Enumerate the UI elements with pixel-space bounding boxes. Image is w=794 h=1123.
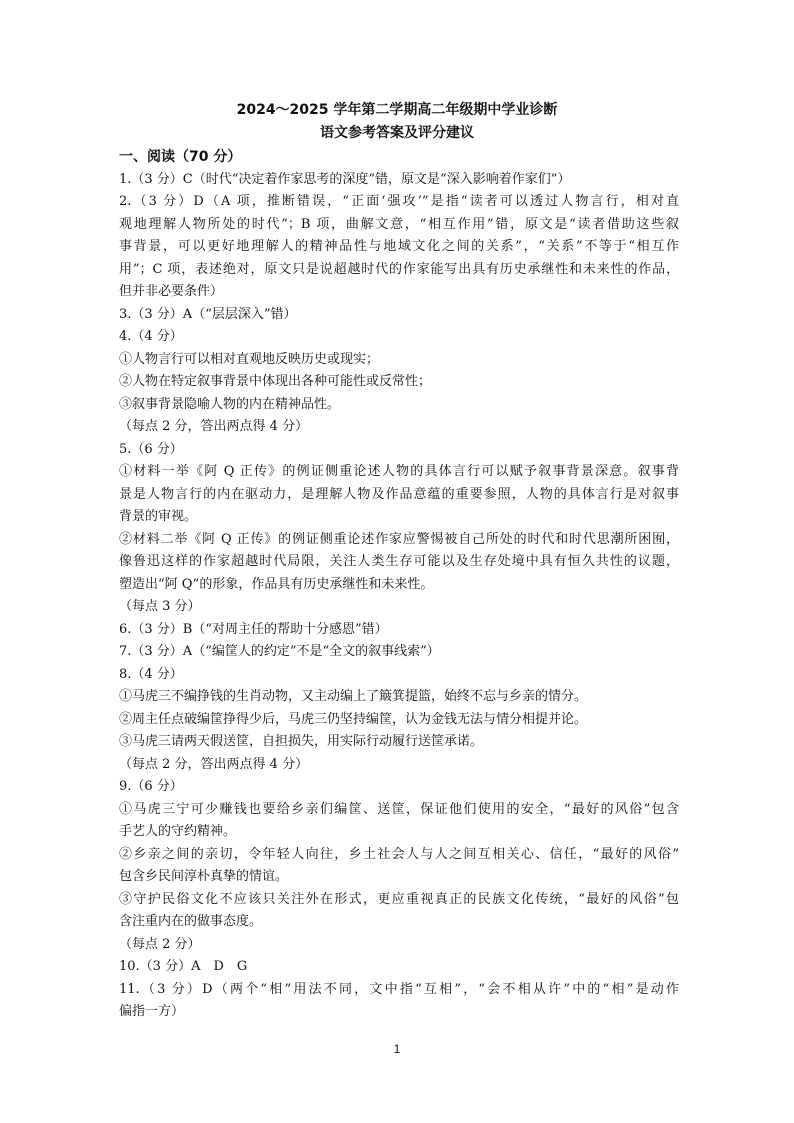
answer-line: 1.（3 分）C（时代“决定着作家思考的深度”错，原文是“深入影响着作家们”） xyxy=(119,171,571,187)
answer-line: 像鲁迅这样的作家超越时代局限，关注人类生存可能以及生存处境中具有恒久共性的议题， xyxy=(119,554,679,569)
answer-line: 4.（4 分） xyxy=(119,329,183,344)
answer-line: 手艺人的守约精神。 xyxy=(119,824,237,839)
answer-line: ③守护民俗文化不应该只关注外在形式，更应重视真正的民族文化传统，“最好的风俗”包 xyxy=(119,891,679,907)
answer-line: 2.（3 分）D（A 项，推断错误，“正面‘强攻’”是指“读者可以透过人物言行，相对直 xyxy=(119,194,679,209)
document-title: 2024～2025 学年第二学期高二年级期中学业诊断 xyxy=(236,102,558,118)
section-heading: 一、阅读（70 分） xyxy=(119,149,242,165)
answer-line: （每点 2 分，答出两点得 4 分） xyxy=(119,419,309,434)
answer-line: 但并非必要条件） xyxy=(119,284,224,299)
answer-line: 3.（3 分）A（“层层深入”错） xyxy=(119,306,297,322)
answer-line: （每点 2 分） xyxy=(119,936,201,952)
answer-line: ②人物在特定叙事背景中体现出各种可能性或反常性； xyxy=(119,374,432,389)
answer-line: 含注重内在的做事态度。 xyxy=(119,914,263,929)
answer-line: 偏指一方） xyxy=(119,1004,185,1019)
answer-line: ③马虎三请两天假送筐，自担损失，用实际行动履行送筐承诺。 xyxy=(119,734,484,749)
answer-line: 包含乡民间淳朴真挚的情谊。 xyxy=(119,869,289,884)
answer-line: 6.（3 分）B（“对周主任的帮助十分感恩”错） xyxy=(119,621,388,637)
answer-line: ③叙事背景隐喻人物的内在精神品性。 xyxy=(119,396,341,412)
answer-line: ①马虎三宁可少赚钱也要给乡亲们编筐、送筐，保证他们使用的安全，“最好的风俗”包含 xyxy=(119,801,679,817)
answer-line: 8.（4 分） xyxy=(119,666,183,682)
answer-line: ②周主任点破编筐挣得少后，马虎三仍坚持编筐，认为金钱无法与情分相提并论。 xyxy=(119,711,588,727)
answer-line: ①马虎三不编挣钱的生肖动物，又主动编上了簸箕提篮，始终不忘与乡亲的情分。 xyxy=(119,689,588,704)
answer-line: ①人物言行可以相对直观地反映历史或现实； xyxy=(119,351,380,367)
answer-line: 背景的审视。 xyxy=(119,509,198,524)
page-number: 1 xyxy=(393,1042,401,1056)
answer-line: 5.（6 分） xyxy=(119,441,183,457)
answer-line: 景是人物言行的内在驱动力，是理解人物及作品意蕴的重要参照，人物的具体言行是对叙事 xyxy=(119,486,679,502)
answer-line: 10.（3 分）A D G xyxy=(119,959,248,974)
answer-line: （每点 2 分，答出两点得 4 分） xyxy=(119,756,309,772)
answer-line: ②材料二举《阿 Q 正传》的例证侧重论述作家应警惕被自己所处的时代和时代思潮所困囿， xyxy=(119,531,679,547)
answer-line: 用”；C 项，表述绝对，原文只是说超越时代的作家能写出具有历史承继性和未来性的作品， xyxy=(119,261,679,277)
answer-line: 塑造出“阿 Q”的形象，作品具有历史承继性和未来性。 xyxy=(119,576,434,592)
answer-content xyxy=(119,146,679,1024)
answer-line: 7.（3 分）A（“编筐人的约定”不是“全文的叙事线索”） xyxy=(119,644,440,659)
answer-line: （每点 3 分） xyxy=(119,599,201,614)
answer-line: 11.（3 分）D（两个“相”用法不同，文中指“互相”，“会不相从许”中的“相”是动作 xyxy=(119,981,679,997)
document-subtitle: 语文参考答案及评分建议 xyxy=(320,125,474,141)
answer-line: 9.（6 分） xyxy=(119,779,183,794)
answer-line: 事背景，可以更好地理解人的精神品性与地域文化之间的关系”，“关系”不等于“相互作 xyxy=(119,239,679,254)
answer-line: ①材料一举《阿 Q 正传》的例证侧重论述人物的具体言行可以赋予叙事背景深意。叙事背 xyxy=(119,464,679,479)
answer-line: ②乡亲之间的亲切，令年轻人向往，乡土社会人与人之间互相关心、信任，“最好的风俗” xyxy=(119,846,679,862)
answer-line: 观地理解人物所处的时代”；B 项，曲解文意，“相互作用”错，原文是“读者借助这些叙 xyxy=(119,216,679,232)
